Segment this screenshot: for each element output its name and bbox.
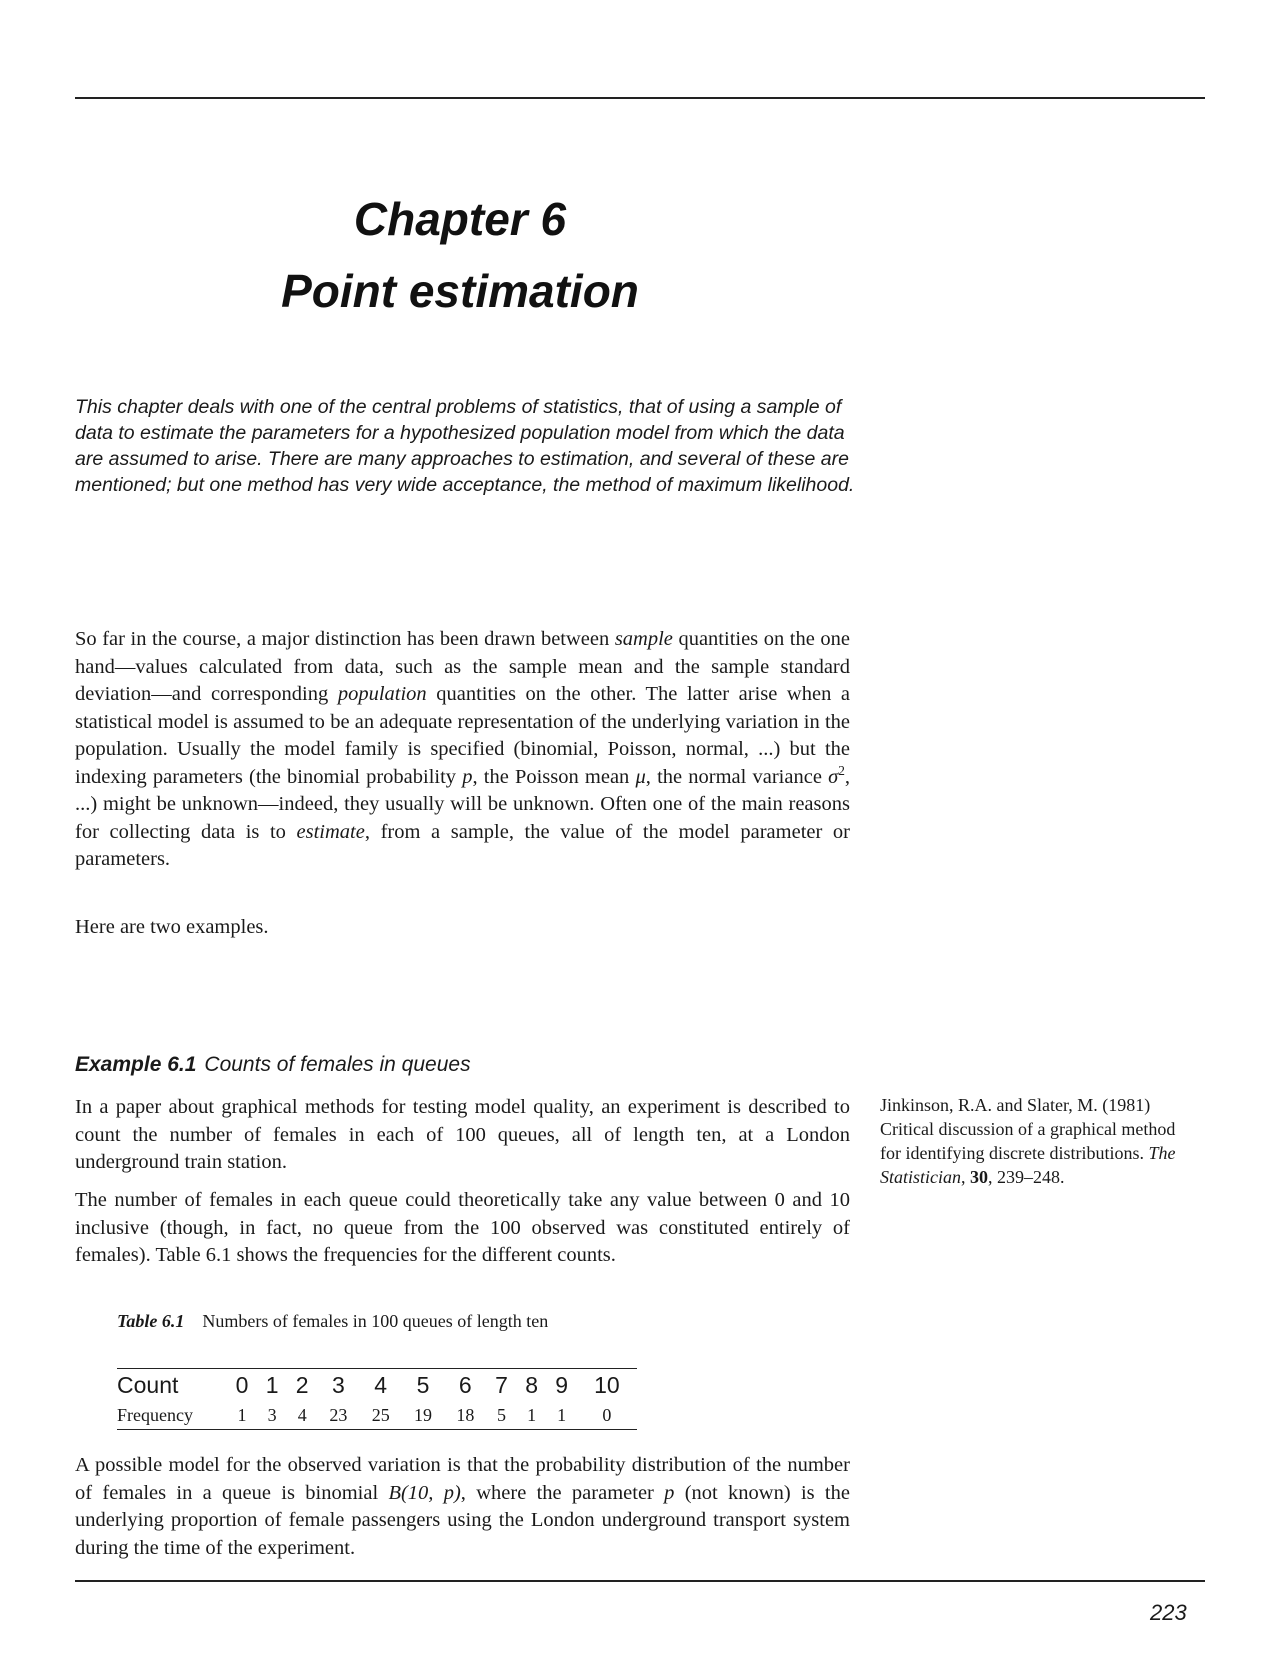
table-row-count <box>117 1369 637 1402</box>
table-cell: 3 <box>257 1401 287 1430</box>
chapter-title: Point estimation <box>281 265 639 317</box>
table-cell: 19 <box>402 1401 444 1430</box>
table-caption-text: Numbers of females in 100 queues of length ten <box>202 1311 549 1331</box>
bottom-rule <box>75 1580 1205 1582</box>
table-cell: 6 <box>444 1369 486 1402</box>
table-cell: 4 <box>360 1369 402 1402</box>
margin-reference: Jinkinson, R.A. and Slater, M. (1981) Critical discussion of a graphical method for identifying discrete distributions. The Statistician, 30, 239–248. <box>880 1095 1176 1187</box>
example-paragraph-1: In a paper about graphical methods for testing model quality, an experiment is described to count the number of females in each of 100 queues, all of length ten, at a London underground train station. <box>75 1096 850 1173</box>
table-cell: 8 <box>517 1369 547 1402</box>
top-rule <box>75 97 1205 99</box>
table-cell: 23 <box>317 1401 359 1430</box>
table-cell: 9 <box>547 1369 577 1402</box>
example-paragraph-2: The number of females in each queue could theoretically take any value between 0 and 10 inclusive (though, in fact, no queue from the 100 observed was constituted entirely of females). Table 6.1 shows the frequencies for the different counts. <box>75 1189 850 1266</box>
table-cell: 1 <box>547 1401 577 1430</box>
table-cell: 3 <box>317 1369 359 1402</box>
intro-paragraph: So far in the course, a major distinction has been drawn between sample quantities on the one hand—values calculated from data, such as the sample mean and the sample standard deviation—and corresponding population quantities on the other. The latter arise when a statistical model is assumed to be an adequate representation of the underlying variation in the population. Usually the model family is specified (binomial, Poisson, normal, ...) but the indexing parameters (the binomial probability p, the Poisson mean μ, the normal variance $\sigma^2$, ...) might be unknown—indeed, they usually will be unknown. Often one of the main reasons for collecting data is to estimate, from a sample, the value of the model parameter or parameters. <box>75 628 851 870</box>
table-label: Table 6.1 <box>117 1311 185 1331</box>
table-cell: 0 <box>227 1369 257 1402</box>
table-cell: 5 <box>486 1401 516 1430</box>
example-title: Counts of females in queues <box>204 1053 471 1076</box>
table-cell: 7 <box>486 1369 516 1402</box>
table-cell: 5 <box>402 1369 444 1402</box>
table-cell: 18 <box>444 1401 486 1430</box>
table-cell: 2 <box>287 1369 317 1402</box>
table-cell: 10 <box>577 1369 637 1402</box>
example-heading <box>75 1052 471 1078</box>
table-row-frequency <box>117 1401 637 1430</box>
table-cell: 25 <box>360 1401 402 1430</box>
row-label-frequency: Frequency <box>117 1401 227 1430</box>
example-label: Example 6.1 <box>75 1053 197 1076</box>
row-label-count: Count <box>117 1369 227 1402</box>
example-paragraph-3: A possible model for the observed variation is that the probability distribution of the number of females in a queue is binomial B(10, p), where the parameter p (not known) is the underlying proportion of female passengers using the London underground transport system during the time of the experiment. <box>75 1454 850 1559</box>
table-cell: 4 <box>287 1401 317 1430</box>
table-cell: 1 <box>227 1401 257 1430</box>
table-cell: 1 <box>517 1401 547 1430</box>
page-number: 223 <box>1150 1600 1187 1625</box>
intro-paragraph-2: Here are two examples. <box>75 916 269 938</box>
table-cell: 1 <box>257 1369 287 1402</box>
chapter-number: Chapter 6 <box>353 193 567 245</box>
table-cell: 0 <box>577 1401 637 1430</box>
table-caption <box>117 1307 637 1335</box>
chapter-abstract: This chapter deals with one of the central problems of statistics, that of using a sample of data to estimate the parameters for a hypothesized population model from which the data are assumed to arise. There are many approaches to estimation, and several of these are mentioned; but one method has very wide acceptance, the method of maximum likelihood. <box>75 396 855 496</box>
frequency-table <box>117 1368 637 1430</box>
